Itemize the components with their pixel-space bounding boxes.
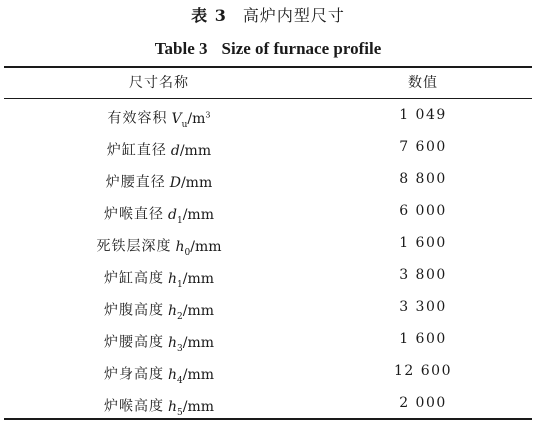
dimension-name: 炉喉高度 — [103, 398, 164, 415]
table-caption-cn — [0, 6, 536, 26]
symbol-subscript: 0 — [184, 247, 191, 258]
dimension-label — [4, 163, 314, 195]
dimension-symbol — [171, 143, 180, 159]
dimension-unit — [183, 271, 214, 287]
dimension-label — [4, 355, 314, 387]
dimension-label — [4, 131, 314, 163]
table-row — [4, 291, 532, 323]
symbol-letter: D — [169, 174, 181, 191]
dimension-label — [4, 99, 314, 131]
symbol-subscript: 3 — [177, 343, 183, 354]
table-row — [4, 387, 532, 419]
dimension-name: 炉缸直径 — [106, 142, 167, 159]
symbol-letter: h — [167, 366, 177, 383]
table-row — [4, 259, 532, 291]
dimension-name: 炉腹高度 — [103, 302, 164, 319]
dimension-name: 炉缸高度 — [103, 270, 164, 287]
dimension-name: 有效容积 — [107, 110, 168, 127]
table-row — [4, 227, 532, 259]
dimension-symbol — [167, 366, 183, 386]
table-number-cn: 表 3 — [191, 6, 227, 25]
dimension-symbol — [175, 238, 191, 258]
dimension-unit — [190, 239, 221, 255]
header-dimension-name: 尺寸名称 — [129, 75, 189, 91]
unit-text: /mm — [182, 366, 215, 383]
table-row — [4, 99, 532, 131]
symbol-letter: h — [167, 270, 177, 287]
unit-text: /m — [187, 110, 206, 127]
dimension-label — [4, 323, 314, 355]
dimension-name: 炉腰高度 — [103, 334, 164, 351]
symbol-subscript: 5 — [177, 407, 183, 418]
dimension-value: 2 000 — [399, 395, 447, 411]
dimension-symbol — [168, 206, 183, 226]
dimension-unit — [181, 175, 212, 191]
dimension-name: 炉喉直径 — [104, 206, 164, 223]
dimension-unit — [183, 335, 214, 351]
table-row — [4, 131, 532, 163]
dimension-value: 1 049 — [399, 107, 447, 123]
table-row — [4, 195, 532, 227]
dimension-label — [4, 195, 314, 227]
table-row — [4, 163, 532, 195]
dimension-name: 炉身高度 — [103, 366, 164, 383]
header-value: 数值 — [408, 75, 438, 91]
unit-superscript: 3 — [205, 110, 211, 119]
dimension-unit — [183, 303, 214, 319]
dimension-unit — [180, 143, 211, 159]
dimension-symbol — [171, 110, 188, 130]
table-header-row — [4, 67, 532, 99]
dimension-value: 12 600 — [394, 363, 452, 379]
dimension-value: 6 000 — [399, 203, 447, 219]
dimension-symbol — [167, 302, 183, 322]
dimension-label — [4, 227, 314, 259]
table-number-en: Table 3 — [154, 39, 208, 58]
symbol-subscript: 1 — [177, 279, 183, 290]
unit-text: /mm — [179, 142, 212, 159]
symbol-subscript: 2 — [177, 311, 183, 322]
unit-text: /mm — [180, 174, 213, 191]
symbol-letter: h — [175, 238, 185, 255]
symbol-letter: V — [171, 110, 182, 127]
symbol-letter: d — [170, 142, 180, 159]
unit-text: /mm — [182, 206, 214, 223]
dimension-value: 1 600 — [399, 331, 447, 347]
dimension-value: 3 300 — [399, 299, 447, 315]
dimension-label — [4, 259, 314, 291]
dimension-symbol — [167, 398, 183, 418]
dimension-value: 1 600 — [399, 235, 447, 251]
dimension-value: 8 800 — [399, 171, 447, 187]
unit-text: /mm — [182, 334, 215, 351]
symbol-subscript: 1 — [176, 215, 183, 226]
dimension-label — [4, 291, 314, 323]
dimension-value: 3 800 — [399, 267, 447, 283]
symbol-letter: h — [167, 302, 177, 319]
dimension-symbol — [167, 270, 183, 290]
table-row — [4, 355, 532, 387]
dimension-name: 炉腰直径 — [105, 174, 166, 191]
symbol-letter: h — [167, 398, 177, 415]
dimension-unit — [183, 399, 214, 415]
table-bottom-rule — [4, 418, 532, 420]
unit-text: /mm — [182, 302, 215, 319]
dimension-symbol — [170, 175, 181, 191]
dimension-symbol — [167, 334, 183, 354]
dimension-value: 7 600 — [399, 139, 447, 155]
table-title-cn: 高炉内型尺寸 — [242, 6, 345, 25]
unit-text: /mm — [190, 238, 222, 255]
unit-text: /mm — [182, 270, 215, 287]
symbol-subscript: 4 — [177, 375, 183, 386]
unit-text: /mm — [182, 398, 215, 415]
symbol-letter: d — [168, 206, 177, 223]
dimension-unit — [183, 207, 214, 223]
table-title-en: Size of furnace profile — [221, 39, 382, 58]
symbol-subscript: u — [181, 119, 188, 130]
table-caption-en — [0, 38, 536, 60]
symbol-letter: h — [167, 334, 177, 351]
dimension-name: 死铁层深度 — [96, 238, 172, 255]
dimension-unit — [183, 367, 214, 383]
dimension-label — [4, 387, 314, 419]
table-row — [4, 323, 532, 355]
dimension-unit — [187, 111, 210, 127]
